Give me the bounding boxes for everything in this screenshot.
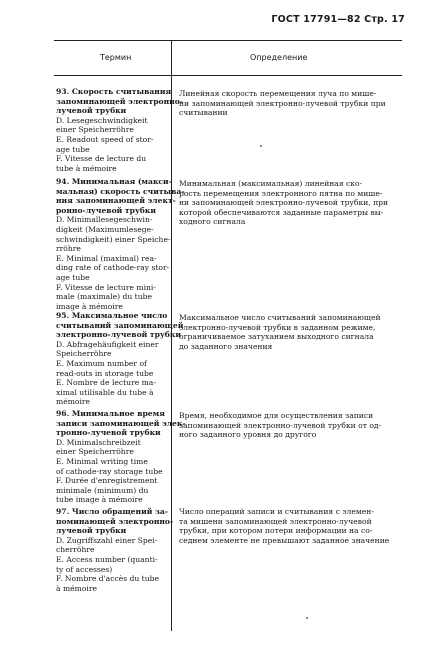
definition-entry-97 xyxy=(179,507,400,545)
term-translation-line: F. Nombre d'accès du tube xyxy=(56,574,159,584)
definition-entry-95 xyxy=(179,313,400,351)
column-header-term: Термин xyxy=(100,53,132,62)
definition-line: Линейная скорость перемещения луча по мише- xyxy=(179,89,377,98)
term-translation-line: tube image à mémoire xyxy=(56,495,143,505)
term-translation-line: tube à mémoire xyxy=(56,163,117,173)
term-entry-93 xyxy=(56,87,183,173)
term-translation-line: ximal utilisable du tube à xyxy=(56,387,154,397)
column-header-definition: Определение xyxy=(250,53,308,62)
definition-line: трубки, при котором потери информации на со- xyxy=(179,526,373,536)
scan-speck xyxy=(306,617,308,619)
term-ru-line: 96. Минимальное время xyxy=(56,409,165,418)
term-translation-line: schwindigkeit) einer Speiche- xyxy=(56,234,171,244)
term-translation-line: E. Access number (quanti- xyxy=(56,554,158,564)
term-translation-line: mémoire xyxy=(56,397,91,407)
definition-entry-94 xyxy=(179,179,400,227)
term-ru-line: запоминающей электронно- xyxy=(56,96,183,106)
term-ru-line: 93. Скорость считывания xyxy=(56,87,172,96)
definition-line: до заданного значения xyxy=(179,341,273,351)
term-translation-line: D. Minimallesegeschwin- xyxy=(56,215,153,225)
term-translation-line: Speicherröhre xyxy=(56,349,112,359)
term-entry-97 xyxy=(56,507,174,593)
term-translation-line: of cathode-ray storage tube xyxy=(56,466,163,476)
definition-line: считывании xyxy=(179,108,228,118)
term-ru-line: тронно-лучевой трубки xyxy=(56,428,161,438)
term-ru-line: лучевой трубки xyxy=(56,106,127,116)
definition-line: которой обеспечиваются заданные параметры вы- xyxy=(179,207,384,217)
term-translation-line: F. Vitesse de lecture du xyxy=(56,154,147,164)
term-translation-line: D. Zugriffszahl einer Spei- xyxy=(56,535,158,545)
term-ru-line: мальная) скорость считыва- xyxy=(56,186,185,196)
term-ru-line: ронно-лучевой трубки xyxy=(56,205,156,215)
table-header-row xyxy=(54,41,402,76)
term-ru-line: ния запоминающей элект- xyxy=(56,196,176,206)
definition-line: седнем элементе не превышают заданное значение xyxy=(179,535,390,545)
term-translation-line: rröhre xyxy=(56,244,81,254)
definition-line: ни запоминающей электронно-лучевой трубки при xyxy=(179,98,386,108)
definition-line: Максимальное число считываний запоминающей xyxy=(179,313,381,322)
term-entry-96 xyxy=(56,409,186,505)
definition-line: Время, необходимое для осуществления записи xyxy=(179,411,374,420)
term-ru-line: записи запоминающей элек- xyxy=(56,418,186,428)
page-header: ГОСТ 17791—82 Стр. 17 xyxy=(271,14,405,25)
term-ru-line: электронно-лучевой трубки xyxy=(56,330,181,340)
term-translation-line: einer Speicherröhre xyxy=(56,447,134,457)
scan-speck xyxy=(260,145,262,147)
term-ru-line: поминающей электронно- xyxy=(56,516,174,526)
term-ru-line: 94. Минимальная (макси- xyxy=(56,177,172,186)
definition-line: ходного сигнала xyxy=(179,217,246,227)
term-translation-line: read-outs in storage tube xyxy=(56,368,154,378)
term-translation-line: ty of accesses) xyxy=(56,564,113,574)
term-translation-line: à mémoire xyxy=(56,583,97,593)
term-translation-line: cherröhre xyxy=(56,545,95,555)
definition-line: Минимальная (максимальная) линейная ско- xyxy=(179,179,363,188)
definition-entry-93 xyxy=(179,89,400,118)
term-ru-line: лучевой трубки xyxy=(56,526,127,536)
term-translation-line: E. Nombre de lecture ma- xyxy=(56,378,156,388)
term-ru-line: 97. Число обращений за- xyxy=(56,507,168,516)
term-ru-line: 95. Максимальное число xyxy=(56,311,168,320)
term-translation-line: einer Speicherröhre xyxy=(56,125,134,135)
definition-line: электронно-лучевой трубки в заданном режиме, xyxy=(179,322,376,332)
term-translation-line: digkeit (Maximumlesege- xyxy=(56,224,154,234)
term-translation-line: D. Minimalschreibzeit xyxy=(56,437,141,447)
term-translation-line: E. Readout speed of stor- xyxy=(56,134,154,144)
term-translation-line: ding rate of cathode-ray stor- xyxy=(56,263,170,273)
definition-line: Число операций записи и считывания с элемен- xyxy=(179,507,374,516)
term-translation-line: E. Minimal (maximal) rea- xyxy=(56,253,157,263)
term-translation-line: minimale (minimum) du xyxy=(56,485,149,495)
definition-line: та мишени запоминающей электронно-лучевой xyxy=(179,516,372,526)
term-ru-line: считываний запоминающей xyxy=(56,320,184,330)
definition-line: ограничиваемое затуханием выходного сигнала xyxy=(179,332,374,342)
terms-table xyxy=(54,40,402,631)
term-translation-line: E. Maximum number of xyxy=(56,358,147,368)
term-translation-line: age tube xyxy=(56,272,90,282)
term-translation-line: age tube xyxy=(56,144,90,154)
definition-line: запоминающей электронно-лучевой трубки от од- xyxy=(179,420,382,430)
definition-line: ного заданного уровня до другого xyxy=(179,430,317,440)
definition-entry-96 xyxy=(179,411,400,440)
term-entry-94 xyxy=(56,177,185,311)
definition-line: рость перемещения электронного пятна по мишe- xyxy=(179,188,383,198)
term-translation-line: D. Abfragehäufigkeit einer xyxy=(56,339,159,349)
term-translation-line: image à mémoire xyxy=(56,301,123,311)
term-translation-line: D. Lesegeschwindigkeit xyxy=(56,115,148,125)
term-translation-line: F. Vitesse de lecture mini- xyxy=(56,282,156,292)
term-entry-95 xyxy=(56,311,184,407)
term-translation-line: E. Minimal writing time xyxy=(56,456,148,466)
term-translation-line: F. Durée d'enregistrement xyxy=(56,476,158,486)
term-translation-line: male (maximale) du tube xyxy=(56,292,152,302)
definition-line: ни запоминающей электронно-лучевой трубки, при xyxy=(179,198,389,208)
